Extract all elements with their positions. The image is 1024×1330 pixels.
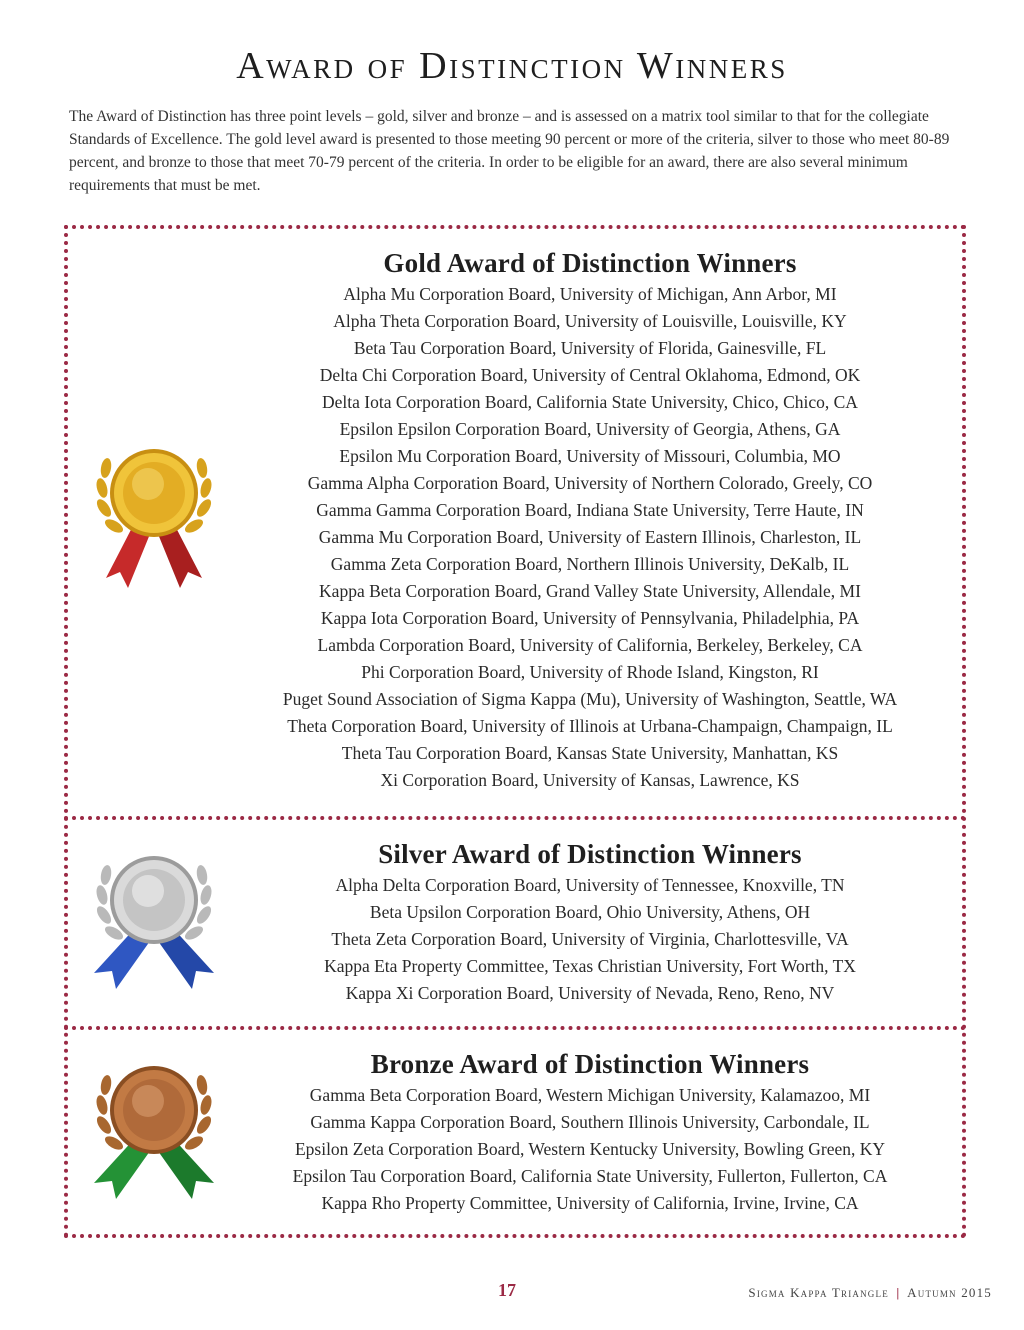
bronze-section [160,1049,1020,1217]
list-item: Kappa Eta Property Committee, Texas Christian University, Fort Worth, TX [324,956,856,976]
bronze-heading: Bronze Award of Distinction Winners [370,1049,810,1079]
list-item: Gamma Gamma Corporation Board, Indiana State University, Terre Haute, IN [316,500,864,520]
list-item: Gamma Alpha Corporation Board, University of Northern Colorado, Greely, CO [307,473,873,493]
list-item: Kappa Iota Corporation Board, University of Pennsylvania, Philadelphia, PA [320,608,860,628]
list-item: Epsilon Tau Corporation Board, California State University, Fullerton, Fullerton, CA [292,1166,888,1186]
list-item: Puget Sound Association of Sigma Kappa (Mu), University of Washington, Seattle, WA [282,689,898,709]
page-title: Award of Distinction Winners [236,45,788,87]
list-item: Alpha Delta Corporation Board, University of Tennessee, Knoxville, TN [335,875,845,895]
gold-section [160,248,1020,794]
footer-separator: | [896,1285,901,1300]
page-number: 17 [498,1280,516,1300]
list-item: Alpha Mu Corporation Board, University of Michigan, Ann Arbor, MI [343,284,837,304]
list-item: Kappa Rho Property Committee, University of California, Irvine, Irvine, CA [321,1193,859,1213]
list-item: Epsilon Mu Corporation Board, University of Missouri, Columbia, MO [339,446,841,466]
list-item: Gamma Mu Corporation Board, University of Eastern Illinois, Charleston, IL [318,527,862,547]
list-item: Beta Tau Corporation Board, University of Florida, Gainesville, FL [353,338,827,358]
silver-winner-list [160,872,1020,1007]
list-item: Theta Corporation Board, University of Illinois at Urbana-Champaign, Champaign, IL [287,716,893,736]
list-item: Lambda Corporation Board, University of California, Berkeley, Berkeley, CA [317,635,863,655]
list-item: Theta Zeta Corporation Board, University of Virginia, Charlottesville, VA [331,929,849,949]
list-item: Epsilon Zeta Corporation Board, Western Kentucky University, Bowling Green, KY [294,1139,886,1159]
gold-winner-list [160,281,1020,794]
publication-name: Sigma Kappa Triangle [748,1285,889,1300]
bronze-winner-list [160,1082,1020,1217]
list-item: Alpha Theta Corporation Board, University of Louisville, Louisville, KY [333,311,847,331]
silver-bronze-divider [64,1026,966,1030]
list-item: Delta Iota Corporation Board, California State University, Chico, Chico, CA [322,392,858,412]
list-item: Kappa Xi Corporation Board, University of Nevada, Reno, Reno, NV [345,983,835,1003]
list-item: Beta Upsilon Corporation Board, Ohio University, Athens, OH [369,902,811,922]
gold-heading: Gold Award of Distinction Winners [383,248,797,278]
list-item: Xi Corporation Board, University of Kansas, Lawrence, KS [380,770,800,790]
list-item: Gamma Kappa Corporation Board, Southern Illinois University, Carbondale, IL [310,1112,870,1132]
list-item: Epsilon Epsilon Corporation Board, University of Georgia, Athens, GA [339,419,841,439]
list-item: Gamma Beta Corporation Board, Western Michigan University, Kalamazoo, MI [309,1085,871,1105]
list-item: Theta Tau Corporation Board, Kansas State University, Manhattan, KS [341,743,839,763]
publication-footer [748,1285,992,1301]
list-item: Delta Chi Corporation Board, University of Central Oklahoma, Edmond, OK [319,365,861,385]
silver-section [160,839,1020,1007]
issue-label: Autumn 2015 [907,1285,992,1300]
list-item: Phi Corporation Board, University of Rhode Island, Kingston, RI [361,662,819,682]
gold-silver-divider [64,816,966,820]
silver-heading: Silver Award of Distinction Winners [378,839,802,869]
intro-paragraph: The Award of Distinction has three point levels – gold, silver and bronze – and is assessed on a matrix tool similar to that for the collegiate Standards of Excellence. The gold level award is presented to those meeting 90 percent or more of the criteria, silver to those who meet 80-89 percent, and bronze to those that meet 70-79 percent of the criteria. In order to be eligible for an award, there are also several minimum requirements that must be met. [69,108,950,194]
list-item: Kappa Beta Corporation Board, Grand Valley State University, Allendale, MI [319,581,861,601]
list-item: Gamma Zeta Corporation Board, Northern Illinois University, DeKalb, IL [330,554,850,574]
